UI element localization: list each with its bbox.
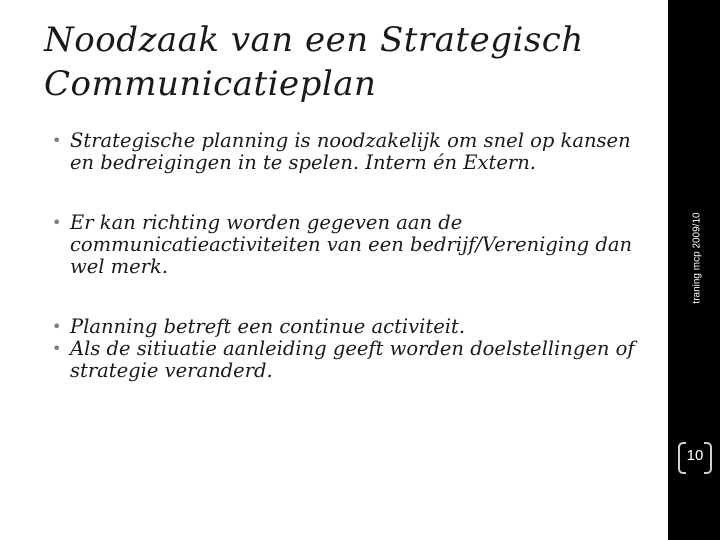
bullet-item-1: • Strategische planning is noodzakelijk om snel op kansen en bedreigingen in te spelen. Intern én Extern. <box>52 130 652 174</box>
sidebar-footer-text: traning mcp 2009/10 <box>691 212 703 304</box>
slide-title <box>44 18 654 106</box>
bullet-list <box>52 130 652 382</box>
page-number-box <box>676 436 714 476</box>
slide-title-line-2: Communicatieplan <box>44 64 377 104</box>
bullet-item-2: • Er kan richting worden gegeven aan de communicatieactiviteiten van een bedrijf/Vereniging dan wel merk. <box>52 212 652 278</box>
bullet-item-4: • Als de sitiuatie aanleiding geeft worden doelstellingen of strategie veranderd. <box>52 338 652 382</box>
page-number: 10 <box>686 447 704 464</box>
slide-title-line-1: Noodzaak van een Strategisch <box>44 20 584 60</box>
bullet-item-3: • Planning betreft een continue activiteit. <box>52 316 652 338</box>
